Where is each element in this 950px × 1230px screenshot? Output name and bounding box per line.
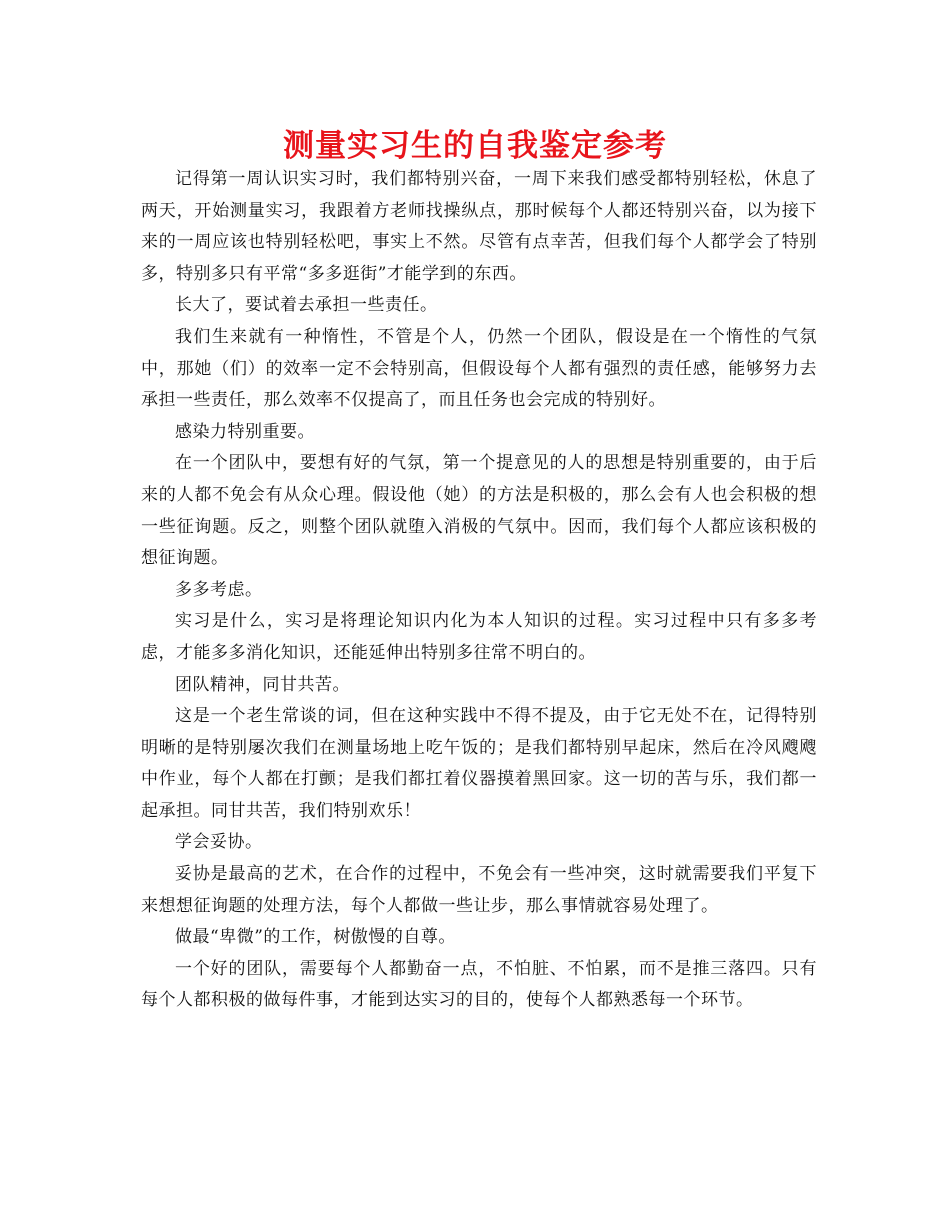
paragraph: 在一个团队中，要想有好的气氛，第一个提意见的人的思想是特别重要的，由于后来的人都不免会有从众心理。假设他（她）的方法是积极的，那么会有人也会积极的想一些征询题。反之，则整个团队就堕入消极的气氛中。因而，我们每个人都应该积极的想征询题。 xyxy=(141,453,817,569)
document-body xyxy=(141,164,817,1017)
paragraph: 长大了，要试着去承担一些责任。 xyxy=(175,295,438,316)
paragraph: 团队精神，同甘共苦。 xyxy=(175,674,350,695)
document-title: 测量实习生的自我鉴定参考 xyxy=(283,128,667,164)
paragraph: 我们生来就有一种惰性，不管是个人，仍然一个团队，假设是在一个惰性的气氛中，那她（们）的效率一定不会特别高，但假设每个人都有强烈的责任感，能够努力去承担一些责任，那么效率不仅提高了，而且任务也会完成的特别好。 xyxy=(141,326,817,411)
paragraph: 实习是什么，实习是将理论知识内化为本人知识的过程。实习过程中只有多多考虑，才能多多消化知识，还能延伸出特别多往常不明白的。 xyxy=(141,611,817,663)
paragraph: 感染力特别重要。 xyxy=(175,421,315,442)
paragraph: 这是一个老生常谈的词，但在这种实践中不得不提及，由于它无处不在，记得特别明晰的是特别屡次我们在测量场地上吃午饭的；是我们都特别早起床，然后在冷风飕飕中作业，每个人都在打颤；是我们都扛着仪器摸着黑回家。这一切的苦与乐，我们都一起承担。同甘共苦，我们特别欢乐！ xyxy=(141,706,817,821)
paragraph: 一个好的团队，需要每个人都勤奋一点，不怕脏、不怕累，而不是推三落四。只有每个人都积极的做每件事，才能到达实习的目的，使每个人都熟悉每一个环节。 xyxy=(141,958,817,1011)
paragraph: 记得第一周认识实习时，我们都特别兴奋，一周下来我们感受都特别轻松，休息了两天，开始测量实习，我跟着方老师找操纵点，那时候每个人都还特别兴奋，以为接下来的一周应该也特别轻松吧，事实上不然。尽管有点幸苦，但我们每个人都学会了特别多，特别多只有平常“多多逛街”才能学到的东西。 xyxy=(141,169,817,284)
paragraph: 多多考虑。 xyxy=(175,579,263,600)
paragraph: 做最“卑微”的工作，树傲慢的自尊。 xyxy=(175,927,456,948)
paragraph: 妥协是最高的艺术，在合作的过程中，不免会有一些冲突，这时就需要我们平复下来想想征询题的处理方法，每个人都做一些让步，那么事情就容易处理了。 xyxy=(141,864,817,916)
paragraph: 学会妥协。 xyxy=(175,832,263,853)
